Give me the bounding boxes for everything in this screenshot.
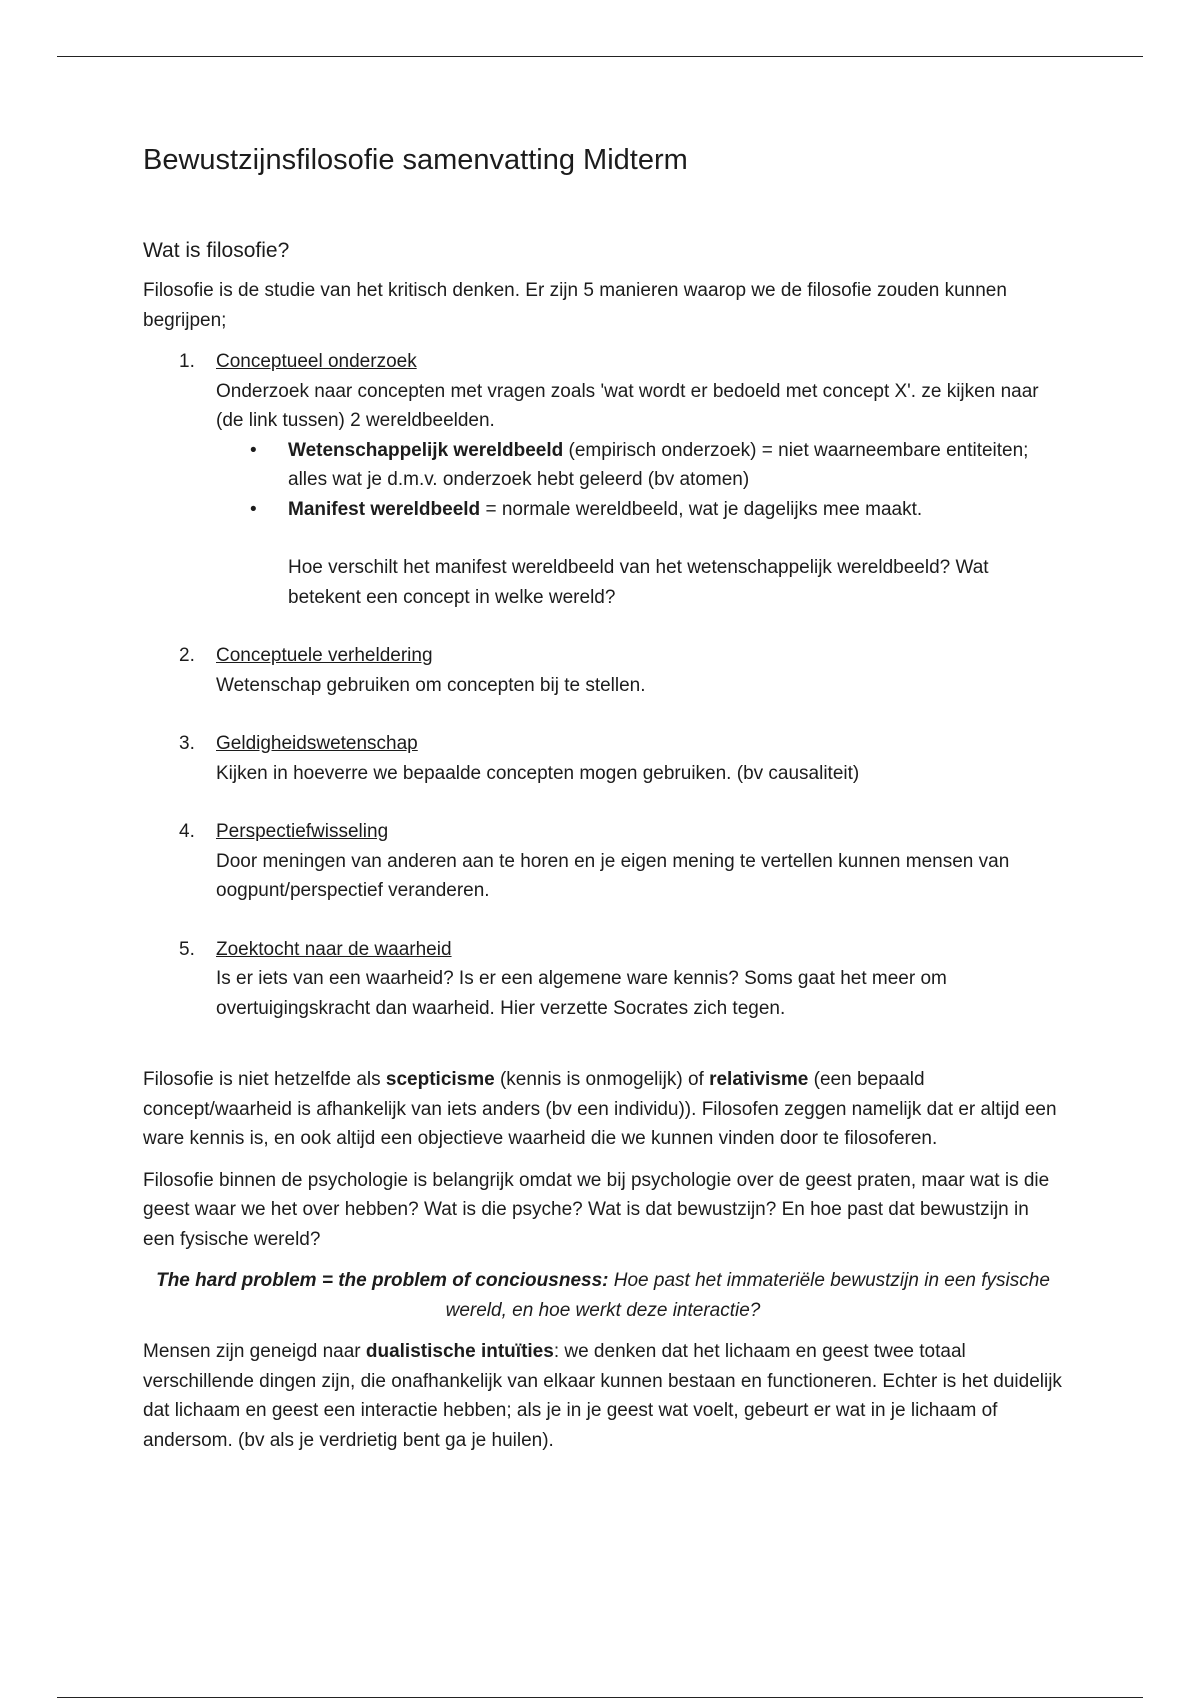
list-item bbox=[143, 935, 1063, 1024]
list-item bbox=[143, 729, 1063, 788]
bullet-text: (empirisch onderzoek) = niet waarneembare entiteiten; alles wat je d.m.v. onderzoek hebt geleerd (bv atomen) bbox=[288, 439, 1029, 490]
paragraph-text: (kennis is onmogelijk) of bbox=[494, 1069, 710, 1090]
skepticism-paragraph bbox=[143, 1065, 1063, 1154]
list-item-title: Perspectiefwisseling bbox=[216, 821, 389, 842]
intro-paragraph: Filosofie is de studie van het kritisch denken. Er zijn 5 manieren waarop we de filosofie zouden kunnen begrijpen; bbox=[143, 280, 1007, 331]
bullet-item bbox=[216, 495, 1063, 525]
list-item-title: Geldigheidswetenschap bbox=[216, 733, 418, 754]
list-number: 4. bbox=[179, 821, 195, 842]
document-title: Bewustzijnsfilosofie samenvatting Midterm bbox=[143, 144, 688, 176]
list-item-title: Zoektocht naar de waarheid bbox=[216, 938, 452, 960]
list-number: 5. bbox=[179, 938, 195, 960]
document-page bbox=[143, 140, 1063, 1467]
list-item-title: Conceptueel onderzoek bbox=[216, 351, 417, 372]
paragraph-text: Filosofie is niet hetzelfde als bbox=[143, 1069, 386, 1090]
list-number: 1. bbox=[179, 351, 195, 372]
dualism-paragraph bbox=[143, 1337, 1063, 1455]
footer-rule bbox=[57, 1697, 1143, 1698]
bullet-text: = normale wereldbeeld, wat je dagelijks mee maakt. bbox=[480, 498, 923, 520]
list-item-text: Door meningen van anderen aan te horen en je eigen mening te vertellen kunnen mensen van oogpunt/perspectief veranderen. bbox=[216, 850, 1010, 901]
list-item-text: Kijken in hoeverre we bepaalde concepten mogen gebruiken. (bv causaliteit) bbox=[216, 762, 860, 784]
bullet-list bbox=[216, 436, 1063, 525]
list-item bbox=[143, 347, 1063, 612]
list-item-title: Conceptuele verheldering bbox=[216, 645, 433, 666]
term-relativisme: relativisme bbox=[709, 1069, 809, 1090]
bullet-item bbox=[216, 436, 1063, 495]
list-item bbox=[143, 641, 1063, 700]
psychology-paragraph: Filosofie binnen de psychologie is belangrijk omdat we bij psychologie over de geest praten, maar wat is die geest waar we het over hebben? Wat is die psyche? Wat is dat bewustzijn? En hoe past dat bewustzijn in een fysische wereld? bbox=[143, 1169, 1050, 1250]
bullet-term: Manifest wereldbeeld bbox=[288, 498, 481, 520]
numbered-list bbox=[143, 347, 1063, 1023]
list-item-text: Is er iets van een waarheid? Is er een algemene ware kennis? Soms gaat het meer om overtuigingskracht dan waarheid. Hier verzette Socrates zich tegen. bbox=[216, 968, 947, 1019]
header-rule bbox=[57, 56, 1143, 57]
paragraph-text: Mensen zijn geneigd naar bbox=[143, 1341, 366, 1362]
term-scepticisme: scepticisme bbox=[385, 1069, 495, 1090]
bullet-symbol: • bbox=[250, 439, 257, 461]
paragraph-text: : we denken dat het lichaam en geest twee totaal verschillende dingen zijn, die onafhankelijk van elkaar kunnen bestaan en functioneren. Echter is het duidelijk dat lichaam en geest een interactie hebben; als je in je geest wat voelt, gebeurt er wat in je lichaam of andersom. (bv als je verdrietig bent ga je huilen). bbox=[143, 1341, 1062, 1451]
list-number: 3. bbox=[179, 733, 195, 754]
paragraph-text: (een bepaald concept/waarheid is afhankelijk van iets anders (bv een individu)). Filosofen zeggen namelijk dat er altijd een ware kennis is, en ook altijd een objectieve waarheid die we kunnen vinden door te filosoferen. bbox=[143, 1069, 1057, 1149]
list-number: 2. bbox=[179, 645, 195, 666]
section-heading: Wat is filosofie? bbox=[143, 239, 290, 262]
bullet-term: Wetenschappelijk wereldbeeld bbox=[288, 439, 564, 461]
hard-problem-quote bbox=[143, 1266, 1063, 1325]
hard-problem-text: Hoe past het immateriële bewustzijn in een fysische wereld, en hoe werkt deze interactie? bbox=[445, 1270, 1050, 1321]
list-item bbox=[143, 817, 1063, 906]
question-text: Hoe verschilt het manifest wereldbeeld van het wetenschappelijk wereldbeeld? Wat betekent een concept in welke wereld? bbox=[288, 557, 989, 608]
hard-problem-term: The hard problem = the problem of conciousness: bbox=[156, 1270, 609, 1291]
term-dualistische-intuities: dualistische intuïties bbox=[365, 1341, 554, 1362]
bullet-symbol: • bbox=[250, 498, 257, 520]
list-item-text: Wetenschap gebruiken om concepten bij te stellen. bbox=[216, 674, 646, 696]
list-item-text: Onderzoek naar concepten met vragen zoals 'wat wordt er bedoeld met concept X'. ze kijken naar (de link tussen) 2 wereldbeelden. bbox=[216, 380, 1039, 431]
